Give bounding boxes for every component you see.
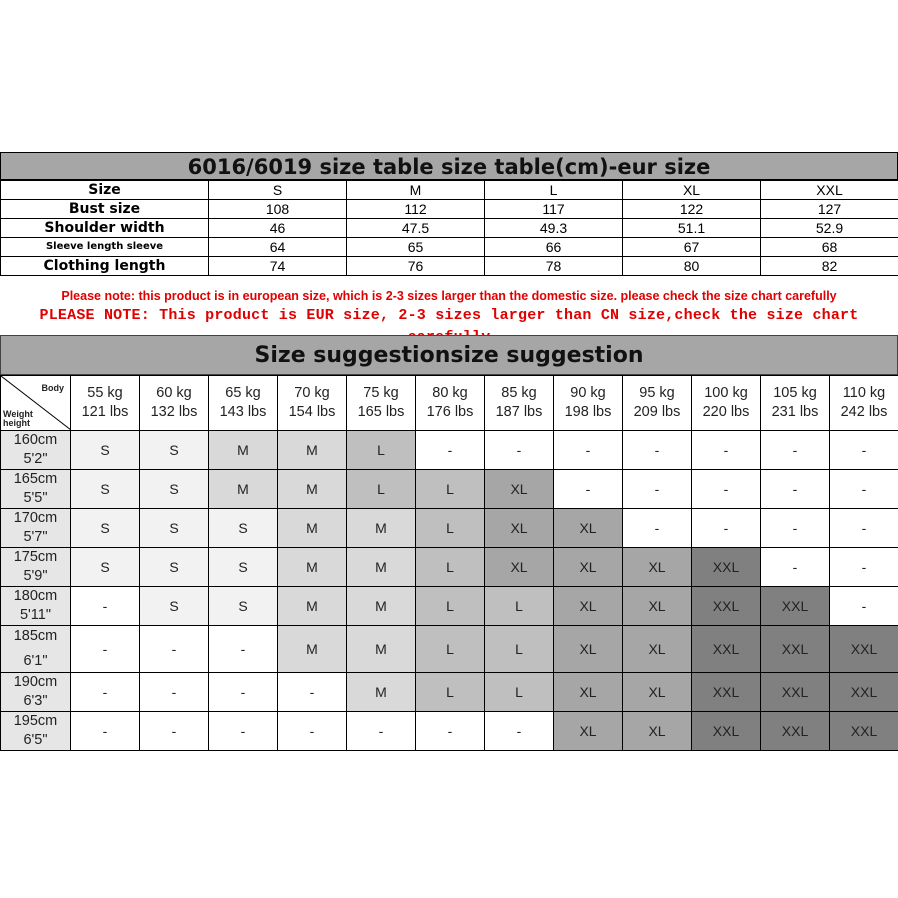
size-suggestion-cell: S xyxy=(140,548,209,587)
size-suggestion-cell: XL xyxy=(623,626,692,673)
height-cm: 175cm xyxy=(13,549,58,565)
measure-value: 80 xyxy=(623,257,761,276)
weight-kg: 60 kg xyxy=(156,385,192,401)
size-suggestion-cell: - xyxy=(485,431,554,470)
weight-header-cell xyxy=(692,376,761,431)
height-ft: 5'7" xyxy=(23,529,48,545)
corner-weight-height-label xyxy=(3,410,33,428)
size-suggestion-cell: - xyxy=(692,431,761,470)
size-suggestion-cell: - xyxy=(71,673,140,712)
size-suggestion-cell: S xyxy=(209,587,278,626)
height-ft: 6'5" xyxy=(23,732,48,748)
height-row xyxy=(1,626,898,673)
note-line-2: PLEASE NOTE: This product is EUR size, 2-3 sizes larger than CN size,check the size chart xyxy=(39,307,859,324)
measure-label: Clothing length xyxy=(1,257,209,276)
size-suggestion-cell: XL xyxy=(554,509,623,548)
weight-kg: 55 kg xyxy=(87,385,123,401)
corner-weight-label: Weight xyxy=(3,409,33,419)
size-suggestion-cell: XL xyxy=(554,626,623,673)
size-suggestion-cell: - xyxy=(416,712,485,751)
height-cm: 190cm xyxy=(13,674,58,690)
size-suggestion-cell: XL xyxy=(554,673,623,712)
size-chart-table xyxy=(0,180,898,276)
measure-row xyxy=(1,238,898,257)
size-suggestion-cell: M xyxy=(278,548,347,587)
size-suggestion-cell: XL xyxy=(485,509,554,548)
size-suggestion-cell: - xyxy=(830,509,898,548)
size-suggestion-cell: L xyxy=(416,673,485,712)
size-suggestion-cell: - xyxy=(209,626,278,673)
height-ft: 5'5" xyxy=(23,490,48,506)
measure-value: 66 xyxy=(485,238,623,257)
weight-kg: 75 kg xyxy=(363,385,399,401)
weight-lbs: 132 lbs xyxy=(150,404,198,420)
note-line-1: Please note: this product is in european size, which is 2-3 sizes larger than the domestic size. please check the size chart carefully xyxy=(61,289,837,303)
measure-label: Bust size xyxy=(1,200,209,219)
size-suggestion-cell: - xyxy=(71,587,140,626)
size-suggestion-cell: XXL xyxy=(830,712,898,751)
size-suggestion-cell: L xyxy=(416,548,485,587)
weight-header-cell xyxy=(761,376,830,431)
size-col-header: XL xyxy=(623,181,761,200)
measure-value: 127 xyxy=(761,200,898,219)
size-suggestion-cell: M xyxy=(209,431,278,470)
height-cell xyxy=(1,431,71,470)
measure-label: Shoulder width xyxy=(1,219,209,238)
size-suggestion-cell: XL xyxy=(623,673,692,712)
measure-row xyxy=(1,257,898,276)
measure-value: 64 xyxy=(209,238,347,257)
weight-lbs: 165 lbs xyxy=(357,404,405,420)
size-suggestion-cell: S xyxy=(71,509,140,548)
size-suggestion-cell: - xyxy=(830,470,898,509)
size-suggestion-cell: - xyxy=(623,470,692,509)
size-suggestion-cell: L xyxy=(416,626,485,673)
height-row xyxy=(1,712,898,751)
weight-header-cell xyxy=(554,376,623,431)
size-suggestion-cell: - xyxy=(692,509,761,548)
size-suggestion-cell: M xyxy=(278,470,347,509)
weight-kg: 90 kg xyxy=(570,385,606,401)
size-suggestion-cell: XL xyxy=(623,712,692,751)
height-cm: 185cm xyxy=(13,628,58,644)
size-suggestion-cell: XXL xyxy=(761,587,830,626)
weight-header-cell xyxy=(485,376,554,431)
height-row xyxy=(1,470,898,509)
measure-value: 68 xyxy=(761,238,898,257)
height-row xyxy=(1,673,898,712)
size-suggestion-cell: S xyxy=(209,509,278,548)
weight-kg: 85 kg xyxy=(501,385,537,401)
weight-kg: 95 kg xyxy=(639,385,675,401)
weight-lbs: 209 lbs xyxy=(633,404,681,420)
size-suggestion-cell: - xyxy=(140,626,209,673)
measure-value: 117 xyxy=(485,200,623,219)
weight-header-cell xyxy=(209,376,278,431)
size-suggestion-cell: - xyxy=(278,712,347,751)
weight-header-cell xyxy=(830,376,898,431)
size-suggestion-cell: - xyxy=(140,673,209,712)
size-suggestion-cell: M xyxy=(347,509,416,548)
size-suggestion-cell: XXL xyxy=(761,712,830,751)
weight-header-row xyxy=(1,376,898,431)
height-cm: 180cm xyxy=(13,588,58,604)
height-ft: 5'2" xyxy=(23,451,48,467)
size-suggestion-cell: XXL xyxy=(830,626,898,673)
measure-label: Sleeve length sleeve xyxy=(1,238,209,257)
size-chart-section xyxy=(0,152,898,276)
size-suggestion-cell: XL xyxy=(623,548,692,587)
size-suggestion-cell: XL xyxy=(554,548,623,587)
size-suggestion-cell: M xyxy=(278,626,347,673)
weight-kg: 110 kg xyxy=(842,385,886,401)
size-suggestion-cell: XXL xyxy=(830,673,898,712)
size-suggestion-cell: - xyxy=(278,673,347,712)
size-header-label: Size xyxy=(1,181,209,200)
corner-body-label: Body xyxy=(41,383,64,393)
size-suggestion-cell: M xyxy=(347,587,416,626)
weight-header-cell xyxy=(140,376,209,431)
size-suggestion-cell: - xyxy=(623,509,692,548)
size-suggestion-cell: - xyxy=(554,470,623,509)
size-suggestion-cell: L xyxy=(347,431,416,470)
size-col-header: L xyxy=(485,181,623,200)
size-suggestion-cell: - xyxy=(692,470,761,509)
measure-value: 122 xyxy=(623,200,761,219)
size-suggestion-cell: M xyxy=(278,587,347,626)
height-cm: 195cm xyxy=(13,713,58,729)
size-suggestion-cell: - xyxy=(761,548,830,587)
size-col-header: XXL xyxy=(761,181,898,200)
size-suggestion-cell: XL xyxy=(554,587,623,626)
measure-value: 76 xyxy=(347,257,485,276)
weight-lbs: 154 lbs xyxy=(288,404,336,420)
size-suggestion-cell: L xyxy=(416,587,485,626)
size-suggestion-cell: XL xyxy=(485,470,554,509)
height-row xyxy=(1,587,898,626)
size-suggestion-cell: M xyxy=(209,470,278,509)
size-suggestion-cell: - xyxy=(209,673,278,712)
size-notes xyxy=(0,287,898,327)
size-suggestion-cell: M xyxy=(278,431,347,470)
weight-kg: 105 kg xyxy=(773,385,817,401)
measure-value: 65 xyxy=(347,238,485,257)
size-suggestion-cell: - xyxy=(71,712,140,751)
size-suggestion-cell: XXL xyxy=(692,548,761,587)
measure-value: 46 xyxy=(209,219,347,238)
measure-value: 112 xyxy=(347,200,485,219)
size-suggestion-cell: XL xyxy=(554,712,623,751)
height-cm: 160cm xyxy=(13,432,58,448)
height-cell xyxy=(1,509,71,548)
measure-row xyxy=(1,219,898,238)
height-cell xyxy=(1,626,71,673)
size-suggestion-cell: - xyxy=(623,431,692,470)
size-suggestion-cell: - xyxy=(71,626,140,673)
size-suggestion-cell: L xyxy=(485,673,554,712)
size-suggestion-cell: - xyxy=(830,431,898,470)
size-suggestion-cell: L xyxy=(416,509,485,548)
size-suggestion-cell: XL xyxy=(623,587,692,626)
height-cell xyxy=(1,548,71,587)
weight-kg: 80 kg xyxy=(432,385,468,401)
weight-header-cell xyxy=(416,376,485,431)
size-suggestion-cell: L xyxy=(485,587,554,626)
size-suggestion-cell: - xyxy=(761,470,830,509)
size-chart-title: 6016/6019 size table size table(cm)-eur size xyxy=(0,152,898,180)
weight-lbs: 187 lbs xyxy=(495,404,543,420)
suggestion-table xyxy=(0,375,898,751)
size-suggestion-cell: - xyxy=(761,431,830,470)
size-suggestion-cell: - xyxy=(485,712,554,751)
height-row xyxy=(1,431,898,470)
size-suggestion-cell: S xyxy=(140,431,209,470)
measure-value: 51.1 xyxy=(623,219,761,238)
size-suggestion-section xyxy=(0,335,898,751)
size-suggestion-cell: S xyxy=(71,548,140,587)
size-suggestion-cell: - xyxy=(140,712,209,751)
size-header-row xyxy=(1,181,898,200)
measure-value: 47.5 xyxy=(347,219,485,238)
measure-value: 74 xyxy=(209,257,347,276)
weight-kg: 70 kg xyxy=(294,385,330,401)
weight-lbs: 242 lbs xyxy=(840,404,888,420)
weight-lbs: 231 lbs xyxy=(771,404,819,420)
measure-value: 78 xyxy=(485,257,623,276)
suggestion-title: Size suggestionsize suggestion xyxy=(0,335,898,375)
height-ft: 6'3" xyxy=(23,693,48,709)
weight-lbs: 220 lbs xyxy=(702,404,750,420)
height-cell xyxy=(1,712,71,751)
measure-row xyxy=(1,200,898,219)
weight-kg: 65 kg xyxy=(225,385,261,401)
weight-header-cell xyxy=(347,376,416,431)
size-suggestion-cell: - xyxy=(347,712,416,751)
size-col-header: M xyxy=(347,181,485,200)
corner-height-label: height xyxy=(3,418,30,428)
weight-header-cell xyxy=(278,376,347,431)
size-suggestion-cell: M xyxy=(278,509,347,548)
height-cm: 165cm xyxy=(13,471,58,487)
height-row xyxy=(1,548,898,587)
size-suggestion-cell: XXL xyxy=(692,712,761,751)
size-suggestion-cell: M xyxy=(347,626,416,673)
size-suggestion-cell: L xyxy=(347,470,416,509)
size-suggestion-cell: XXL xyxy=(692,587,761,626)
corner-cell xyxy=(1,376,71,431)
weight-lbs: 121 lbs xyxy=(81,404,129,420)
size-suggestion-cell: - xyxy=(209,712,278,751)
size-suggestion-cell: S xyxy=(140,509,209,548)
size-suggestion-cell: XXL xyxy=(761,673,830,712)
height-cell xyxy=(1,587,71,626)
height-ft: 5'9" xyxy=(23,568,48,584)
size-suggestion-cell: - xyxy=(830,548,898,587)
height-ft: 6'1" xyxy=(23,653,48,669)
size-suggestion-cell: XL xyxy=(485,548,554,587)
size-suggestion-cell: S xyxy=(140,470,209,509)
size-suggestion-cell: S xyxy=(71,470,140,509)
height-cm: 170cm xyxy=(13,510,58,526)
size-suggestion-cell: S xyxy=(209,548,278,587)
measure-value: 67 xyxy=(623,238,761,257)
size-suggestion-cell: L xyxy=(416,470,485,509)
measure-value: 52.9 xyxy=(761,219,898,238)
size-suggestion-cell: S xyxy=(71,431,140,470)
size-suggestion-cell: M xyxy=(347,548,416,587)
height-ft: 5'11" xyxy=(19,607,52,623)
height-cell xyxy=(1,673,71,712)
size-suggestion-cell: L xyxy=(485,626,554,673)
measure-value: 49.3 xyxy=(485,219,623,238)
size-col-header: S xyxy=(209,181,347,200)
weight-lbs: 176 lbs xyxy=(426,404,474,420)
weight-kg: 100 kg xyxy=(704,385,748,401)
size-suggestion-cell: M xyxy=(347,673,416,712)
measure-value: 108 xyxy=(209,200,347,219)
size-suggestion-cell: XXL xyxy=(761,626,830,673)
weight-header-cell xyxy=(71,376,140,431)
height-cell xyxy=(1,470,71,509)
weight-header-cell xyxy=(623,376,692,431)
size-suggestion-cell: XXL xyxy=(692,673,761,712)
weight-lbs: 198 lbs xyxy=(564,404,612,420)
size-suggestion-cell: - xyxy=(416,431,485,470)
measure-value: 82 xyxy=(761,257,898,276)
size-suggestion-cell: - xyxy=(761,509,830,548)
size-suggestion-cell: S xyxy=(140,587,209,626)
height-row xyxy=(1,509,898,548)
size-suggestion-cell: - xyxy=(554,431,623,470)
weight-lbs: 143 lbs xyxy=(219,404,267,420)
size-suggestion-cell: - xyxy=(830,587,898,626)
size-suggestion-cell: XXL xyxy=(692,626,761,673)
